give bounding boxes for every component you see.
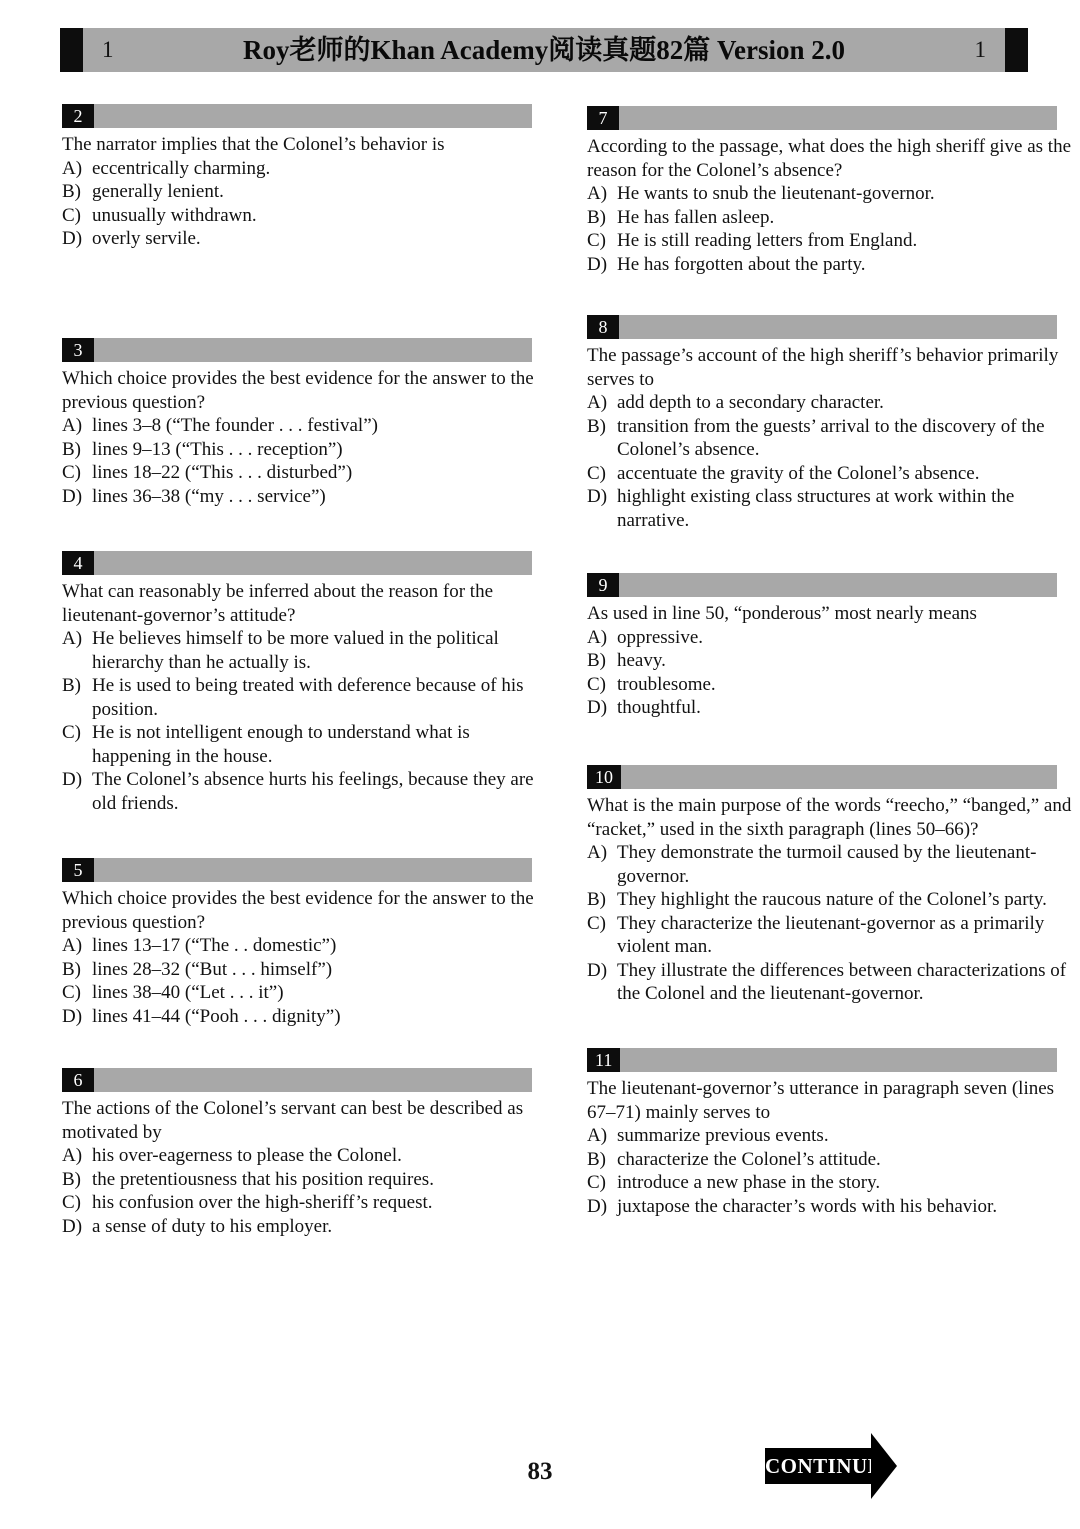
question-9-choice-D: [587, 696, 1077, 720]
choice-label: A): [587, 1125, 608, 1146]
choice-label: B): [587, 889, 606, 910]
question-header: [587, 106, 1057, 130]
choices-list: [62, 157, 552, 251]
choices-list: [587, 182, 1077, 276]
choices-list: [587, 1124, 1077, 1218]
choice-text: lines 13–17 (“The . . domestic”): [92, 935, 337, 956]
choice-label: D): [62, 228, 83, 249]
question-9-choice-B: [587, 649, 1077, 673]
choice-label: A): [62, 935, 83, 956]
choice-text: lines 9–13 (“This . . . reception”): [92, 438, 343, 460]
question-5-choice-A: [62, 934, 552, 958]
choice-label: B): [62, 438, 81, 460]
question-stem: Which choice provides the best evidence for the answer to the previous question?: [62, 888, 534, 933]
choice-text: oppressive.: [617, 626, 704, 648]
choice-text: He has fallen asleep.: [617, 206, 775, 228]
question-stem: The narrator implies that the Colonel’s behavior is: [62, 134, 445, 155]
question-10-choice-A: [587, 841, 1077, 888]
question-6-choice-D: [62, 1215, 552, 1239]
choices-list: [62, 414, 552, 508]
choice-label: A): [587, 392, 608, 413]
question-6-choice-A: [62, 1144, 552, 1168]
choices-list: [587, 841, 1077, 1006]
question-stem: Which choice provides the best evidence for the answer to the previous question?: [62, 368, 534, 413]
choice-text: summarize previous events.: [617, 1125, 829, 1146]
question-stem: As used in line 50, “ponderous” most nearly means: [587, 603, 977, 624]
choice-text: add depth to a secondary character.: [617, 392, 884, 413]
choice-label: A): [62, 628, 83, 649]
question-10-choice-B: [587, 888, 1077, 912]
question-header: [587, 765, 1057, 789]
choice-label: C): [587, 1172, 606, 1193]
choice-label: D): [587, 697, 608, 718]
question-number: 5: [62, 858, 94, 882]
question-header: [62, 551, 532, 575]
question-8-choice-A: [587, 391, 1077, 415]
choice-text: He is still reading letters from England.: [617, 230, 918, 251]
choice-label: A): [62, 415, 83, 436]
page-number: 83: [527, 1458, 553, 1485]
question-number: 7: [587, 106, 619, 130]
choice-label: A): [587, 842, 608, 863]
choice-text: eccentrically charming.: [92, 157, 271, 179]
question-header: [62, 1068, 532, 1092]
question-9-choice-A: [587, 626, 1077, 650]
question-11: [587, 1048, 1077, 1218]
question-8-choice-C: [587, 462, 1077, 486]
choice-text: lines 28–32 (“But . . . himself”): [92, 958, 333, 980]
question-stem: What can reasonably be inferred about the reason for the lieutenant-governor’s attitude?: [62, 581, 493, 626]
choice-text: juxtapose the character’s words with his behavior.: [617, 1195, 998, 1217]
choice-label: C): [62, 1192, 81, 1213]
choice-text: They demonstrate the turmoil caused by the lieutenant-governor.: [617, 842, 1037, 887]
question-number: 4: [62, 551, 94, 575]
question-4-choice-D: [62, 768, 552, 815]
question-header-bar: [94, 104, 532, 128]
question-11-choice-C: [587, 1171, 1077, 1195]
question-2-choice-B: [62, 180, 552, 204]
choice-text: troublesome.: [617, 673, 716, 695]
choice-label: C): [587, 673, 606, 695]
question-header-bar: [619, 315, 1057, 339]
question-9: [587, 573, 1077, 720]
question-3-choice-C: [62, 461, 552, 485]
question-6-choice-B: [62, 1168, 552, 1192]
question-10: [587, 765, 1077, 1006]
question-header-bar: [619, 106, 1057, 130]
choice-label: D): [587, 486, 608, 507]
choice-label: C): [587, 230, 606, 251]
question-6-choice-C: [62, 1191, 552, 1215]
question-8-choice-D: [587, 485, 1077, 532]
choice-text: heavy.: [617, 650, 666, 671]
choice-label: C): [62, 204, 81, 226]
question-8: [587, 315, 1077, 532]
choice-label: B): [62, 958, 81, 980]
choice-text: characterize the Colonel’s attitude.: [617, 1148, 881, 1170]
question-stem: According to the passage, what does the high sheriff give as the reason for the Colonel’s absence?: [587, 136, 1072, 181]
question-stem: The passage’s account of the high sheriff’s behavior primarily serves to: [587, 345, 1059, 390]
question-header: [587, 315, 1057, 339]
question-7-choice-A: [587, 182, 1077, 206]
question-9-choice-C: [587, 673, 1077, 697]
choice-label: B): [587, 650, 606, 671]
choice-text: He wants to snub the lieutenant-governor.: [617, 183, 935, 204]
question-7-choice-D: [587, 253, 1077, 277]
question-stem: The actions of the Colonel’s servant can best be described as motivated by: [62, 1098, 524, 1143]
continue-indicator: [765, 1448, 897, 1484]
choice-label: A): [62, 157, 83, 179]
choice-text: his confusion over the high-sheriff’s request.: [92, 1192, 433, 1213]
question-header: [62, 104, 532, 128]
question-11-choice-D: [587, 1195, 1077, 1219]
choice-text: He believes himself to be more valued in the political hierarchy than he actually is.: [92, 628, 499, 673]
question-5-choice-B: [62, 958, 552, 982]
question-11-choice-A: [587, 1124, 1077, 1148]
question-3-choice-D: [62, 485, 552, 509]
choice-label: C): [62, 462, 81, 483]
question-header-bar: [621, 765, 1057, 789]
question-number: 10: [587, 765, 621, 789]
choice-label: C): [587, 912, 606, 934]
choice-text: overly servile.: [92, 228, 201, 249]
choice-text: He has forgotten about the party.: [617, 253, 866, 275]
question-10-choice-D: [587, 959, 1077, 1006]
question-header-bar: [619, 573, 1057, 597]
choice-label: D): [587, 253, 608, 275]
continue-label: CONTINUE: [765, 1448, 871, 1484]
question-header: [587, 1048, 1057, 1072]
choice-text: lines 36–38 (“my . . . service”): [92, 485, 326, 507]
choice-label: B): [587, 206, 606, 228]
choice-text: accentuate the gravity of the Colonel’s absence.: [617, 462, 980, 484]
choice-label: C): [587, 462, 606, 484]
choice-label: D): [62, 1005, 83, 1027]
question-stem: What is the main purpose of the words “reecho,” “banged,” and “racket,” used in the sixth paragraph (lines 50–66)?: [587, 795, 1072, 840]
section-number-left: 1: [102, 37, 114, 62]
choices-list: [62, 627, 552, 815]
choice-label: D): [587, 959, 608, 981]
question-3: [62, 338, 552, 508]
choice-text: lines 18–22 (“This . . . disturbed”): [92, 462, 353, 483]
section-number-right: 1: [974, 37, 986, 62]
question-3-choice-B: [62, 438, 552, 462]
choice-label: D): [62, 1215, 83, 1237]
question-header-bar: [94, 1068, 532, 1092]
choice-label: C): [62, 982, 81, 1003]
choice-label: D): [587, 1195, 608, 1217]
question-10-choice-C: [587, 912, 1077, 959]
question-3-choice-A: [62, 414, 552, 438]
question-number: 3: [62, 338, 94, 362]
question-header-bar: [94, 858, 532, 882]
choice-text: They highlight the raucous nature of the Colonel’s party.: [617, 889, 1047, 910]
question-number: 6: [62, 1068, 94, 1092]
question-2-choice-D: [62, 227, 552, 251]
choice-label: A): [587, 183, 608, 204]
choice-label: A): [587, 626, 608, 648]
question-header: [62, 858, 532, 882]
question-header: [587, 573, 1057, 597]
question-header-bar: [94, 338, 532, 362]
document-title: Roy老师的Khan Academy阅读真题82篇 Version 2.0: [242, 35, 846, 65]
choice-text: highlight existing class structures at work within the narrative.: [617, 486, 1015, 531]
question-5-choice-C: [62, 981, 552, 1005]
choice-label: C): [62, 722, 81, 743]
question-header: [62, 338, 532, 362]
choice-text: the pretentiousness that his position requires.: [92, 1168, 434, 1190]
question-number: 2: [62, 104, 94, 128]
choice-text: transition from the guests’ arrival to the discovery of the Colonel’s absence.: [617, 415, 1045, 460]
choice-text: lines 38–40 (“Let . . . it”): [92, 982, 284, 1003]
question-7: [587, 106, 1077, 276]
choice-text: thoughtful.: [617, 697, 701, 718]
choice-text: They illustrate the differences between characterizations of the Colonel and the lieutenant-governor.: [617, 959, 1067, 1004]
questions-column-right: [587, 0, 1077, 1320]
choice-label: D): [62, 769, 83, 790]
question-number: 11: [587, 1048, 620, 1072]
question-8-choice-B: [587, 415, 1077, 462]
question-6: [62, 1068, 552, 1238]
question-11-choice-B: [587, 1148, 1077, 1172]
question-2: [62, 104, 552, 251]
choice-label: B): [587, 415, 606, 437]
choice-text: They characterize the lieutenant-governor as a primarily violent man.: [617, 912, 1045, 957]
question-5-choice-D: [62, 1005, 552, 1029]
choice-label: B): [587, 1148, 606, 1170]
question-2-choice-C: [62, 204, 552, 228]
question-2-choice-A: [62, 157, 552, 181]
choices-list: [62, 934, 552, 1028]
question-4-choice-B: [62, 674, 552, 721]
question-7-choice-C: [587, 229, 1077, 253]
choice-text: generally lenient.: [92, 181, 224, 202]
question-stem: The lieutenant-governor’s utterance in paragraph seven (lines 67–71) mainly serves to: [587, 1078, 1055, 1123]
choice-label: A): [62, 1145, 83, 1166]
choice-text: The Colonel’s absence hurts his feelings, because they are old friends.: [92, 769, 534, 814]
question-4-choice-A: [62, 627, 552, 674]
choice-text: He is not intelligent enough to understand what is happening in the house.: [92, 722, 470, 767]
choice-label: B): [62, 1168, 81, 1190]
choice-text: a sense of duty to his employer.: [92, 1215, 333, 1237]
choice-text: introduce a new phase in the story.: [617, 1172, 881, 1193]
choice-text: his over-eagerness to please the Colonel.: [92, 1145, 402, 1166]
choices-list: [587, 626, 1077, 720]
choice-text: unusually withdrawn.: [92, 204, 257, 226]
choice-label: B): [62, 675, 81, 696]
choice-label: B): [62, 181, 81, 202]
question-4: [62, 551, 552, 815]
choices-list: [62, 1144, 552, 1238]
choice-text: He is used to being treated with deference because of his position.: [92, 675, 524, 720]
choice-label: D): [62, 485, 83, 507]
continue-arrow-icon: [871, 1433, 897, 1499]
question-header-bar: [94, 551, 532, 575]
question-number: 9: [587, 573, 619, 597]
question-7-choice-B: [587, 206, 1077, 230]
questions-column-left: [62, 0, 552, 1320]
choices-list: [587, 391, 1077, 532]
choice-text: lines 41–44 (“Pooh . . . dignity”): [92, 1005, 341, 1027]
question-number: 8: [587, 315, 619, 339]
question-5: [62, 858, 552, 1028]
choice-text: lines 3–8 (“The founder . . . festival”): [92, 415, 378, 436]
question-header-bar: [620, 1048, 1057, 1072]
question-4-choice-C: [62, 721, 552, 768]
